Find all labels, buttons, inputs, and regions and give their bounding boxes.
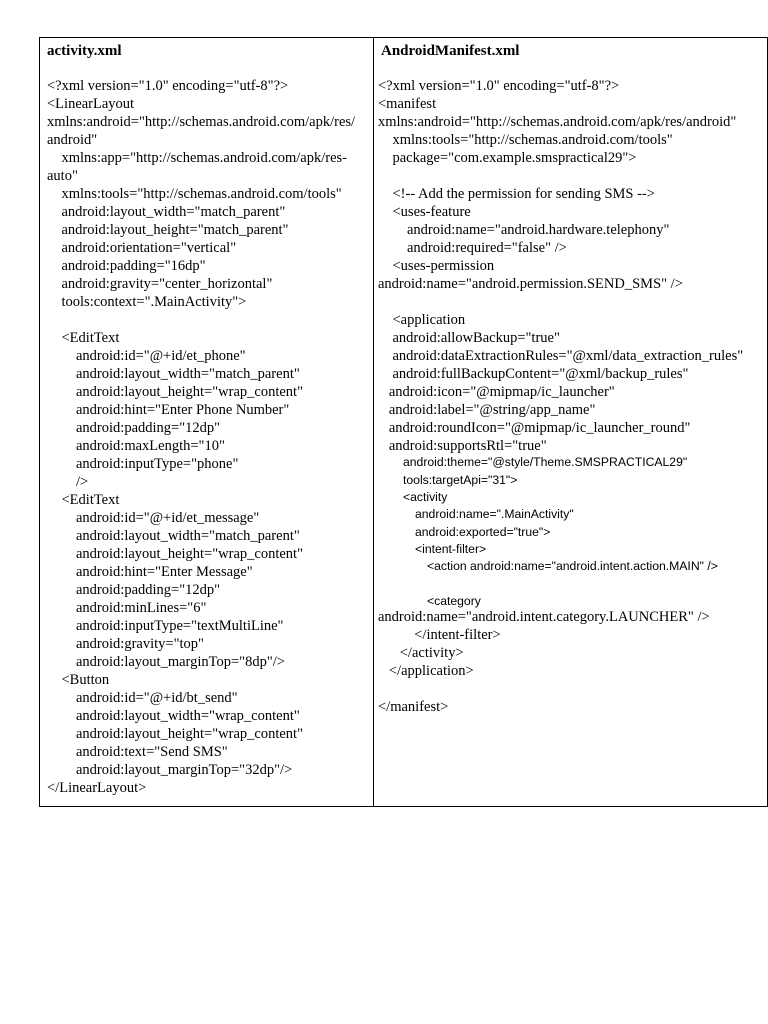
code-line: xmlns:tools="http://schemas.android.com/tools" xyxy=(378,132,673,148)
code-line: android:layout_height="wrap_content" xyxy=(47,546,303,562)
code-line: </application> xyxy=(378,663,474,679)
code-line: android:allowBackup="true" xyxy=(378,330,560,346)
code-line: tools:targetApi="31"> xyxy=(403,473,518,487)
code-line: android:hint="Enter Phone Number" xyxy=(47,402,290,418)
code-line: android:gravity="top" xyxy=(47,636,204,652)
code-line: android:padding="16dp" xyxy=(47,258,206,274)
code-line: android:required="false" /> xyxy=(378,240,567,256)
code-line: <uses-permission xyxy=(378,258,495,274)
code-line: <category xyxy=(427,594,481,608)
code-line: <EditText xyxy=(47,492,120,508)
code-line: <?xml version="1.0" encoding="utf-8"?> xyxy=(47,78,289,94)
code-line: android:name="android.intent.category.LAUNCHER" /> xyxy=(378,609,710,625)
code-line: android:layout_marginTop="32dp"/> xyxy=(47,762,293,778)
code-line: package="com.example.smspractical29"> xyxy=(378,150,637,166)
code-table xyxy=(39,37,768,807)
code-line: android:orientation="vertical" xyxy=(47,240,237,256)
code-line: android:id="@+id/et_phone" xyxy=(47,348,246,364)
code-line: android:padding="12dp" xyxy=(47,582,221,598)
code-line: android" xyxy=(47,132,98,148)
android-manifest-title: AndroidManifest.xml xyxy=(381,43,520,59)
code-line: android:supportsRtl="true" xyxy=(378,438,547,454)
code-line: android:layout_marginTop="8dp"/> xyxy=(47,654,285,670)
code-line: android:name=".MainActivity" xyxy=(415,507,574,521)
code-line: android:theme="@style/Theme.SMSPRACTICAL29" xyxy=(403,455,688,469)
code-line: <!-- Add the permission for sending SMS --> xyxy=(378,186,655,202)
code-line: <uses-feature xyxy=(378,204,471,220)
code-line: <Button xyxy=(47,672,110,688)
code-line: xmlns:app="http://schemas.android.com/apk/res- xyxy=(47,150,348,166)
code-line: android:name="android.hardware.telephony" xyxy=(378,222,670,238)
code-line: auto" xyxy=(47,168,78,184)
code-line: xmlns:tools="http://schemas.android.com/tools" xyxy=(47,186,342,202)
code-line: android:maxLength="10" xyxy=(47,438,225,454)
code-line: android:minLines="6" xyxy=(47,600,207,616)
code-line: android:layout_height="wrap_content" xyxy=(47,726,303,742)
code-line: android:inputType="phone" xyxy=(47,456,239,472)
activity-xml-title: activity.xml xyxy=(47,43,122,59)
code-line: <activity xyxy=(403,490,448,504)
code-line: </activity> xyxy=(378,645,464,661)
code-line: android:inputType="textMultiLine" xyxy=(47,618,284,634)
code-line: <?xml version="1.0" encoding="utf-8"?> xyxy=(378,78,620,94)
code-line: <application xyxy=(378,312,466,328)
code-line: android:icon="@mipmap/ic_launcher" xyxy=(378,384,615,400)
code-line: xmlns:android="http://schemas.android.com/apk/res/android" xyxy=(378,114,737,130)
code-line: <LinearLayout xyxy=(47,96,135,112)
code-line: android:layout_height="wrap_content" xyxy=(47,384,303,400)
code-line: xmlns:android="http://schemas.android.com/apk/res/ xyxy=(47,114,356,130)
code-line: android:text="Send SMS" xyxy=(47,744,228,760)
android-manifest-column xyxy=(373,38,767,806)
code-line: android:layout_width="match_parent" xyxy=(47,366,300,382)
code-line: android:exported="true"> xyxy=(415,525,551,539)
code-line: android:fullBackupContent="@xml/backup_rules" xyxy=(378,366,689,382)
code-line: android:padding="12dp" xyxy=(47,420,221,436)
code-line: <manifest xyxy=(378,96,437,112)
code-line: /> xyxy=(47,474,89,490)
code-line: android:roundIcon="@mipmap/ic_launcher_round" xyxy=(378,420,691,436)
code-line: </LinearLayout> xyxy=(47,780,147,796)
code-line: android:layout_width="match_parent" xyxy=(47,204,286,220)
code-line: </intent-filter> xyxy=(378,627,501,643)
code-line: android:layout_width="match_parent" xyxy=(47,528,300,544)
code-line: android:layout_height="match_parent" xyxy=(47,222,289,238)
code-line: android:id="@+id/bt_send" xyxy=(47,690,238,706)
code-line: android:dataExtractionRules="@xml/data_extraction_rules" xyxy=(378,348,744,364)
code-line: android:label="@string/app_name" xyxy=(378,402,596,418)
code-line: android:gravity="center_horizontal" xyxy=(47,276,273,292)
code-line: android:id="@+id/et_message" xyxy=(47,510,260,526)
code-line: </manifest> xyxy=(378,699,449,715)
code-line: android:name="android.permission.SEND_SMS" /> xyxy=(378,276,683,292)
code-line: <EditText xyxy=(47,330,120,346)
code-line: android:hint="Enter Message" xyxy=(47,564,253,580)
code-line: <intent-filter> xyxy=(415,542,487,556)
code-line: android:layout_width="wrap_content" xyxy=(47,708,300,724)
code-line: tools:context=".MainActivity"> xyxy=(47,294,247,310)
code-line: <action android:name="android.intent.action.MAIN" /> xyxy=(427,559,718,573)
activity-xml-column xyxy=(40,38,373,806)
